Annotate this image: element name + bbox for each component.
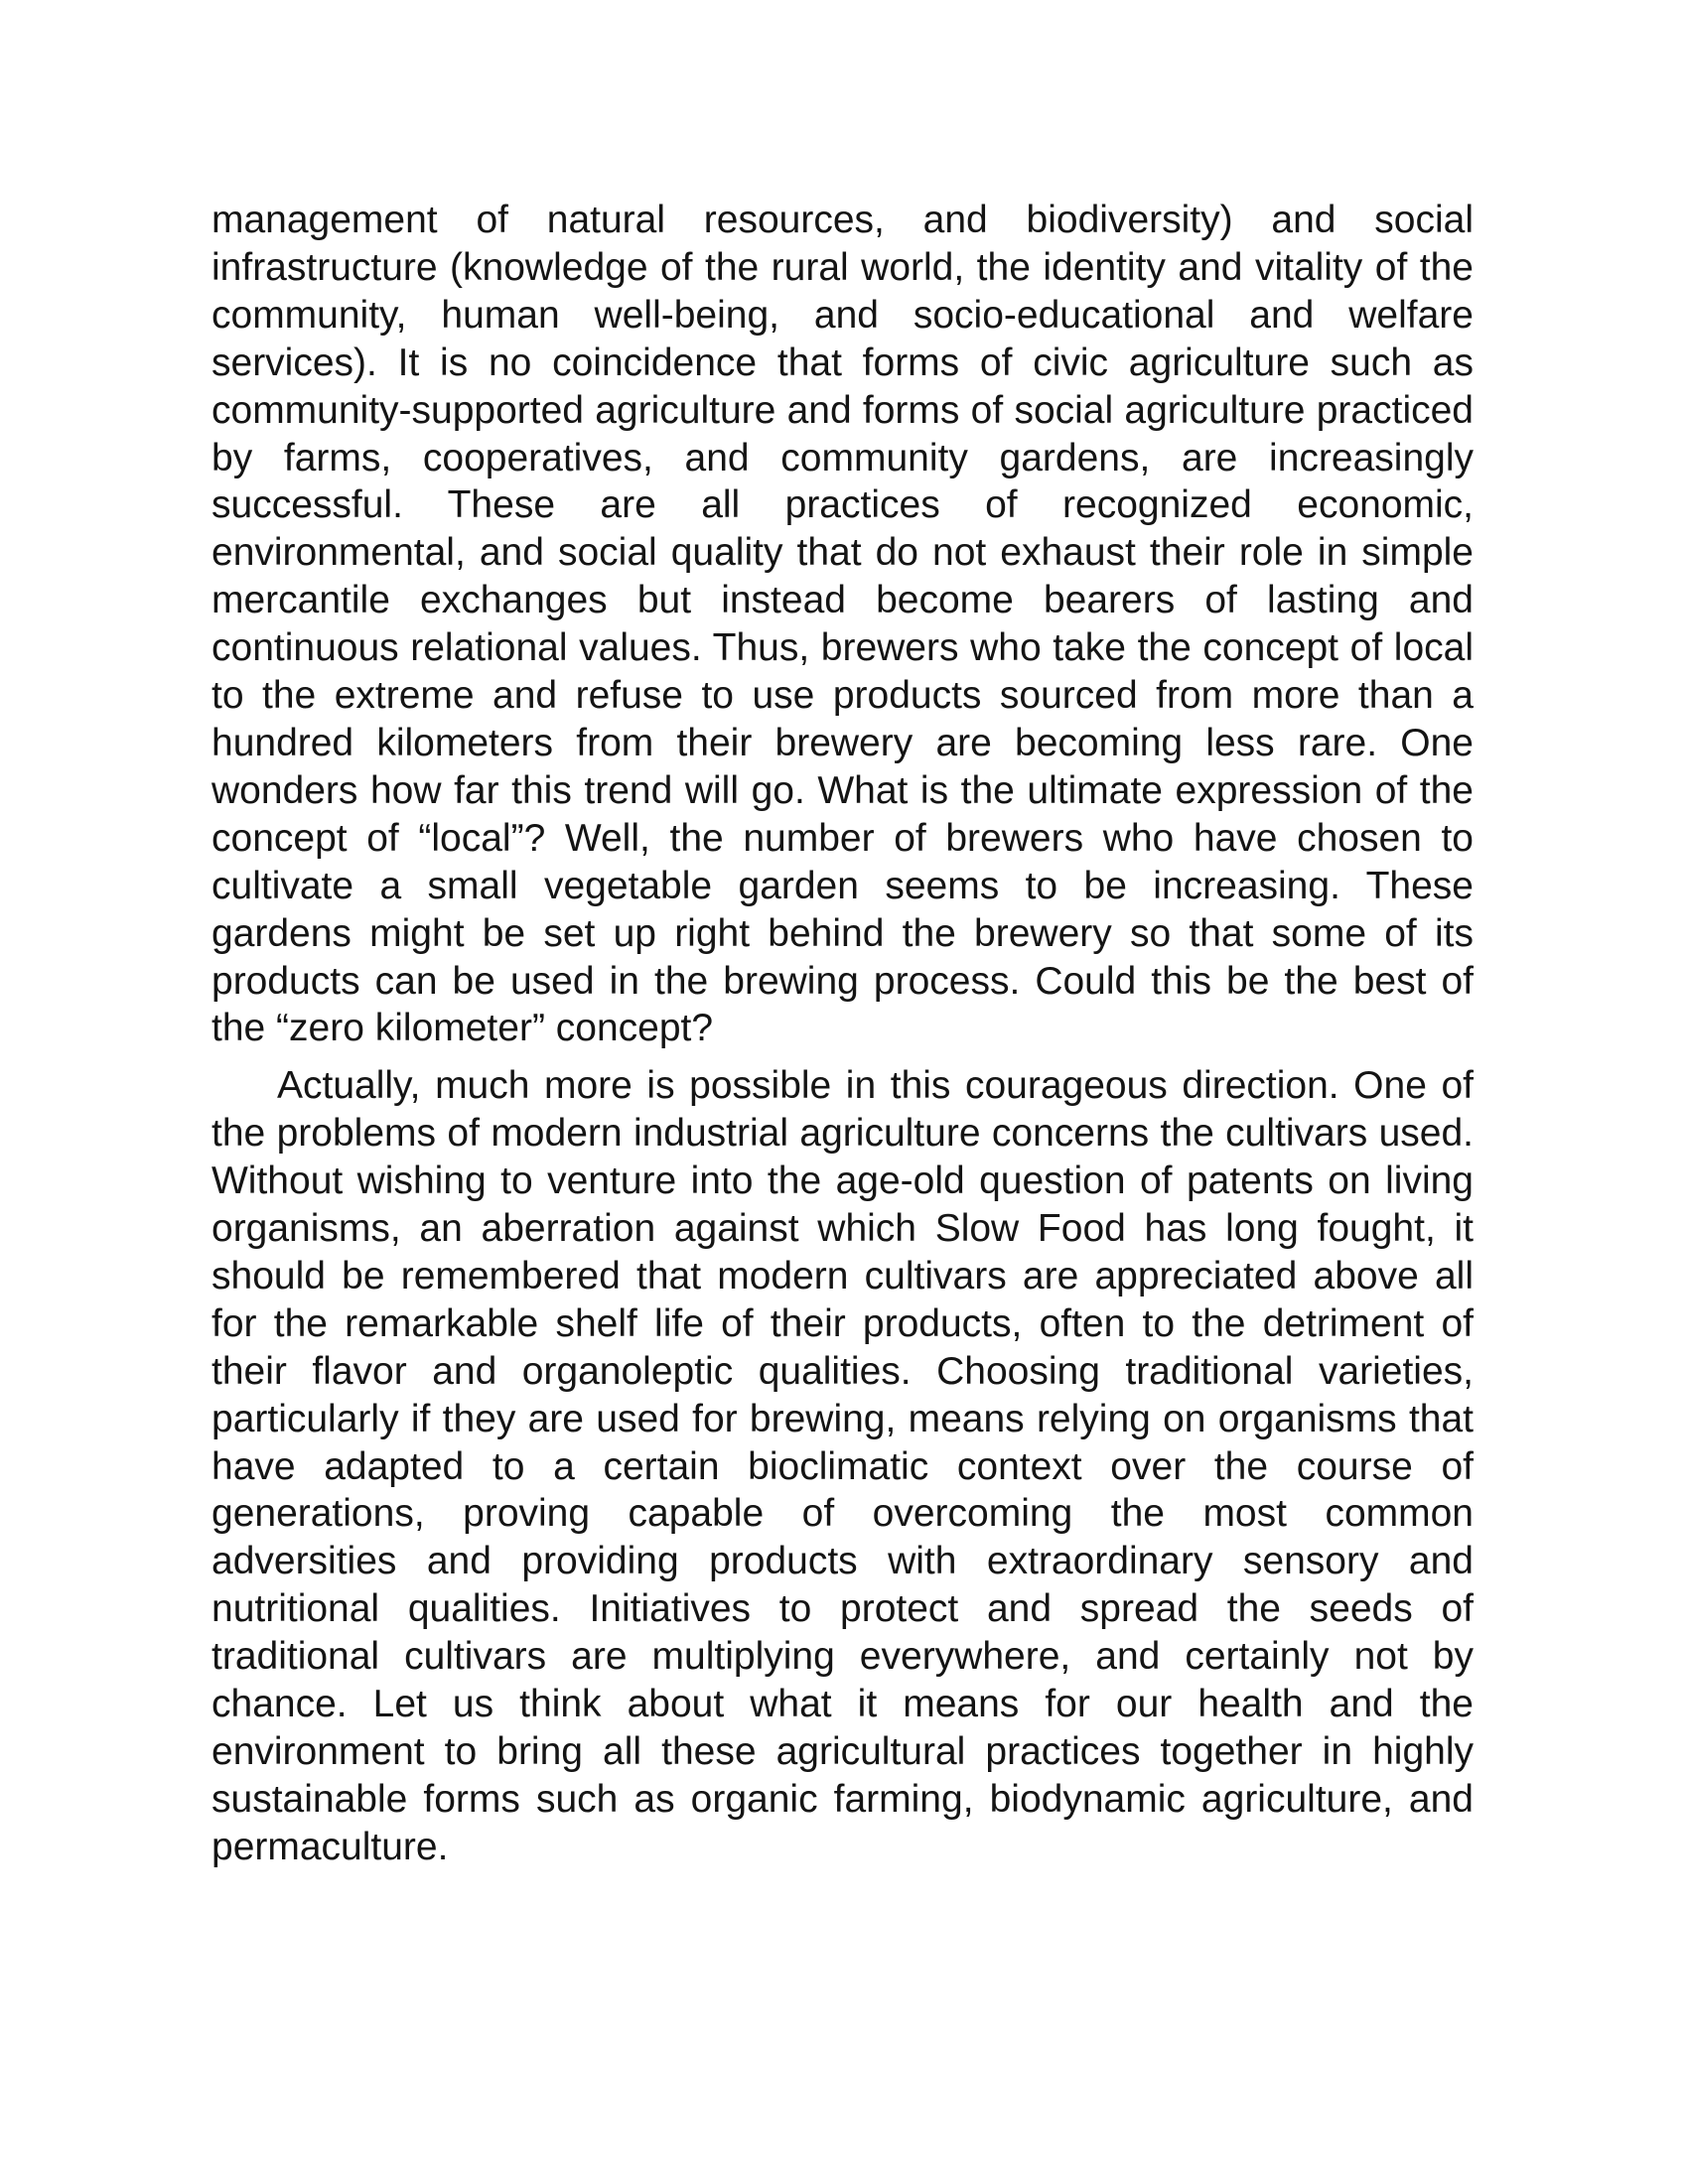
body-text <box>211 197 1474 1871</box>
paragraph-continuation: management of natural resources, and biodiversity) and social infrastructure (knowledge of the rural world, the identity and vitality of the community, human well-being, and socio-educational and welfare services). It is no coincidence that forms of civic agriculture such as community-supported agriculture and forms of social agriculture practiced by farms, cooperatives, and community gardens, are increasingly successful. These are all practices of recognized economic, environmental, and social quality that do not exhaust their role in simple mercantile exchanges but instead become bearers of lasting and continuous relational values. Thus, brewers who take the concept of local to the extreme and refuse to use products sourced from more than a hundred kilometers from their brewery are becoming less rare. One wonders how far this trend will go. What is the ultimate expression of the concept of “local”? Well, the number of brewers who have chosen to cultivate a small vegetable garden seems to be increasing. These gardens might be set up right behind the brewery so that some of its products can be used in the brewing process. Could this be the best of the “zero kilometer” concept? <box>211 199 1474 1050</box>
paragraph-actually: Actually, much more is possible in this courageous direction. One of the problems of modern industrial agriculture concerns the cultivars used. Without wishing to venture into the age-old question of patents on living organisms, an aberration against which Slow Food has long fought, it should be remembered that modern cultivars are appreciated above all for the remarkable shelf life of their products, often to the detriment of their flavor and organoleptic qualities. Choosing traditional varieties, particularly if they are used for brewing, means relying on organisms that have adapted to a certain bioclimatic context over the course of generations, proving capable of overcoming the most common adversities and providing products with extraordinary sensory and nutritional qualities. Initiatives to protect and spread the seeds of traditional cultivars are multiplying everywhere, and certainly not by chance. Let us think about what it means for our health and the environment to bring all these agricultural practices together in highly sustainable forms such as organic farming, biodynamic agriculture, and permaculture. <box>211 1064 1474 1868</box>
